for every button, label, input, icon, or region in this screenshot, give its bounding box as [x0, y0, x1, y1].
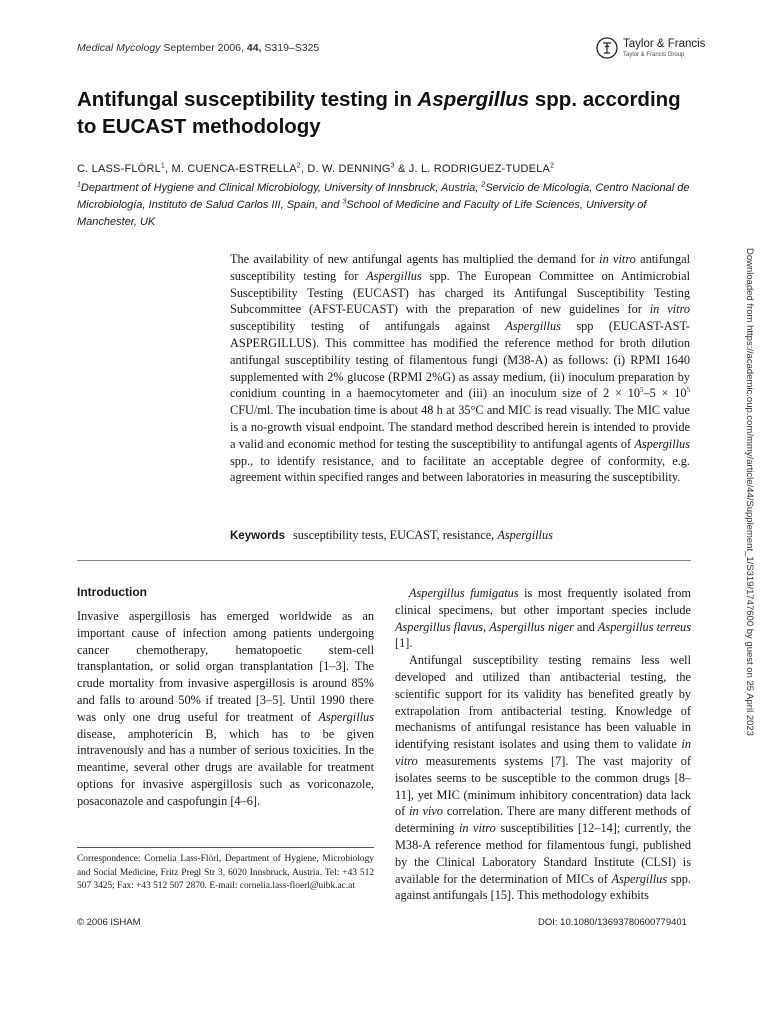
abstract-italic: Aspergillus [505, 319, 561, 334]
right-column [395, 585, 691, 904]
affiliations [77, 180, 697, 231]
body-text: susceptibilities [12–14]; currently, the M38-A reference method for filamentous fungi, published by the Clinical Laboratory Standard Institute (CLSI) is available for the determination of MICs of [395, 821, 691, 886]
abstract-text: spp. The European Committee on Antimicrobial Susceptibility Testing (EUCAST) has charged its Antifungal Susceptibility Testing Subcommittee (AFST-EUCAST) with the preparation of new guidelines for [230, 268, 690, 317]
abstract-text: spp., to identify resistance, and to facilitate an acceptable degree of conformity, e.g. agreement within specified ranges and between laboratories in measuring the susceptibility. [230, 453, 690, 485]
publisher-name: Taylor & Francis [623, 38, 706, 50]
abstract-italic: Aspergillus [366, 268, 422, 283]
title-part-1: Antifungal susceptibility testing in [77, 88, 418, 111]
author-4: & J. L. RODRIGUEZ-TUDELA [394, 163, 551, 175]
author-4-affil: 2 [550, 162, 555, 170]
body-italic: in vivo [409, 804, 443, 819]
abstract-exponent: 5 [686, 386, 690, 395]
journal-pages: S319–S325 [264, 42, 320, 54]
keywords [230, 528, 690, 543]
journal-citation [77, 42, 319, 54]
affiliation-3: School of Medicine and Faculty of Life Sciences, University of Manchester, UK [77, 199, 647, 228]
article-title [77, 86, 697, 140]
body-italic: Aspergillus fumigatus [409, 586, 519, 600]
body-italic: Aspergillus [318, 709, 374, 724]
body-italic: Aspergillus niger [489, 619, 574, 634]
abstract-italic: in vitro [599, 252, 636, 266]
body-text: measurements systems [7]. The vast majority of isolates seems to be susceptible to the common drugs [8–11], yet MIC (minimum inhibitory concentration) data lack of [395, 753, 691, 819]
author-list [77, 163, 554, 175]
doi[interactable]: DOI: 10.1080/13693780600779401 [538, 917, 687, 928]
body-text: spp. against antifungals [15]. This methodology exhibits [395, 871, 691, 903]
correspondence-note: Correspondence: Cornelia Lass-Flörl, Department of Hygiene, Microbiology and Social Medicine, Fritz Pregl Str 3, 6020 Innsbruck, Austria. Tel: +43 512 507 3425; Fax: +43 512 507 2870. E-mail: cornelia.lass-floerl@uibk.ac.at [77, 854, 374, 892]
author-2: , M. CUENCA-ESTRELLA [165, 163, 297, 175]
journal-volume: 44, [246, 42, 262, 54]
keywords-text: susceptibility tests, EUCAST, resistance, [292, 528, 498, 542]
abstract [230, 251, 690, 486]
footnote-rule [77, 847, 374, 848]
abstract-text: –5 × 10 [643, 386, 687, 401]
title-genus: Aspergillus [417, 88, 530, 111]
body-text: , [483, 619, 490, 634]
abstract-italic: Aspergillus [634, 436, 690, 451]
copyright: © 2006 ISHAM [77, 917, 141, 928]
keywords-label: Keywords [230, 530, 285, 542]
journal-issue: September 2006, [163, 42, 244, 54]
affil-marker-1: 1 [77, 181, 81, 189]
abstract-italic: in vitro [649, 302, 690, 317]
author-3-affil: 3 [390, 162, 395, 170]
abstract-text: susceptibility testing of antifungals against [230, 319, 506, 334]
body-italic: in vitro [458, 821, 496, 836]
affil-marker-2: 2 [481, 181, 486, 189]
section-heading: Introduction [77, 585, 147, 599]
body-text: disease, amphotericin B, which has to be given intravenously and has a number of serious toxicities. In the meantime, several other drugs are available for treatment options for invasive aspergillosis such as voriconazole, posaconazole and caspofungin [4–6]. [77, 726, 374, 808]
body-paragraph [395, 652, 691, 904]
abstract-text: spp (EUCAST-AST-ASPERGILLUS). This committee has modified the reference method for broth dilution antifungal susceptibility testing of filamentous fungi (M38-A) as follows: (i) RPMI 1640 supplemented with 2% glucose (RPMI 2%G) as assay medium, (ii) inoculum preparation by conidium counting in a haemocytometer and (iii) an inoculum size of 2 × 10 [230, 319, 690, 401]
keywords-italic: Aspergillus [497, 528, 553, 542]
abstract-text: The availability of new antifungal agents has multiplied the demand for [230, 252, 600, 266]
publisher-logo[interactable] [596, 37, 706, 61]
author-3: , D. W. DENNING [300, 163, 391, 175]
affiliation-1: Department of Hygiene and Clinical Microbiology, University of Innsbruck, Austria, [80, 182, 482, 194]
body-text: correlation. There are many different methods of determining [395, 804, 691, 836]
author-1: C. LASS-FLÖRL [77, 163, 161, 175]
journal-name: Medical Mycology [77, 42, 161, 54]
intro-paragraph [77, 608, 374, 810]
affiliation-2: Servicio de Micologia, Centro Nacional de Microbiología, Instituto de Salud Carlos III, Spain, and [77, 182, 690, 211]
title-part-2: spp. according to EUCAST methodology [77, 88, 681, 138]
body-text: [1]. [395, 636, 413, 651]
abstract-text: CFU/ml. The incubation time is about 48 h at 35°C and MIC is read visually. The MIC value is a no-growth visual endpoint. The standard method described herein is intended to provide a valid and economic method for testing the susceptibility to antifungal agents of [230, 403, 690, 451]
body-italic: Aspergillus [611, 871, 668, 886]
download-watermark: Downloaded from https://academic.oup.com/mmy/article/44/Supplement_1/S319/1747600 by guest on 25 April 2023 [744, 248, 755, 736]
body-text: and [573, 619, 598, 634]
body-italic: in vitro [395, 737, 691, 768]
body-italic: Aspergillus terreus [597, 619, 691, 634]
abstract-text: antifungal susceptibility testing for [230, 252, 690, 283]
body-paragraph [395, 585, 691, 652]
body-text: Antifungal susceptibility testing remains less well developed and utilized than antibacterial testing, the scientific support for its validity has benefited greatly by extrapolation from antibacterial testing. Knowledge of mechanisms of antifungal resistance has been valuable in identifying resistant isolates and using them to validate [395, 653, 691, 752]
author-1-affil: 1 [160, 162, 165, 170]
body-text: Invasive aspergillosis has emerged worldwide as an important cause of infection among patients undergoing cancer chemotherapy, hematopoetic stem-cell transplantation, or solid organ transplantation [1–3]. The crude mortality from invasive aspergillosis is around 85% and falls to around 50% if treated [3–5]. Until 1990 there was only one drug useful for treatment of [77, 609, 374, 724]
body-text: is most frequently isolated from clinical specimens, but other important species include [395, 586, 691, 617]
body-italic: Aspergillus flavus [395, 619, 484, 634]
affil-marker-3: 3 [342, 198, 347, 206]
section-divider [77, 560, 691, 561]
publisher-emblem-icon [596, 37, 618, 59]
publisher-group: Taylor & Francis Group [623, 52, 685, 58]
author-2-affil: 2 [296, 162, 301, 170]
abstract-exponent: 5 [640, 386, 644, 395]
